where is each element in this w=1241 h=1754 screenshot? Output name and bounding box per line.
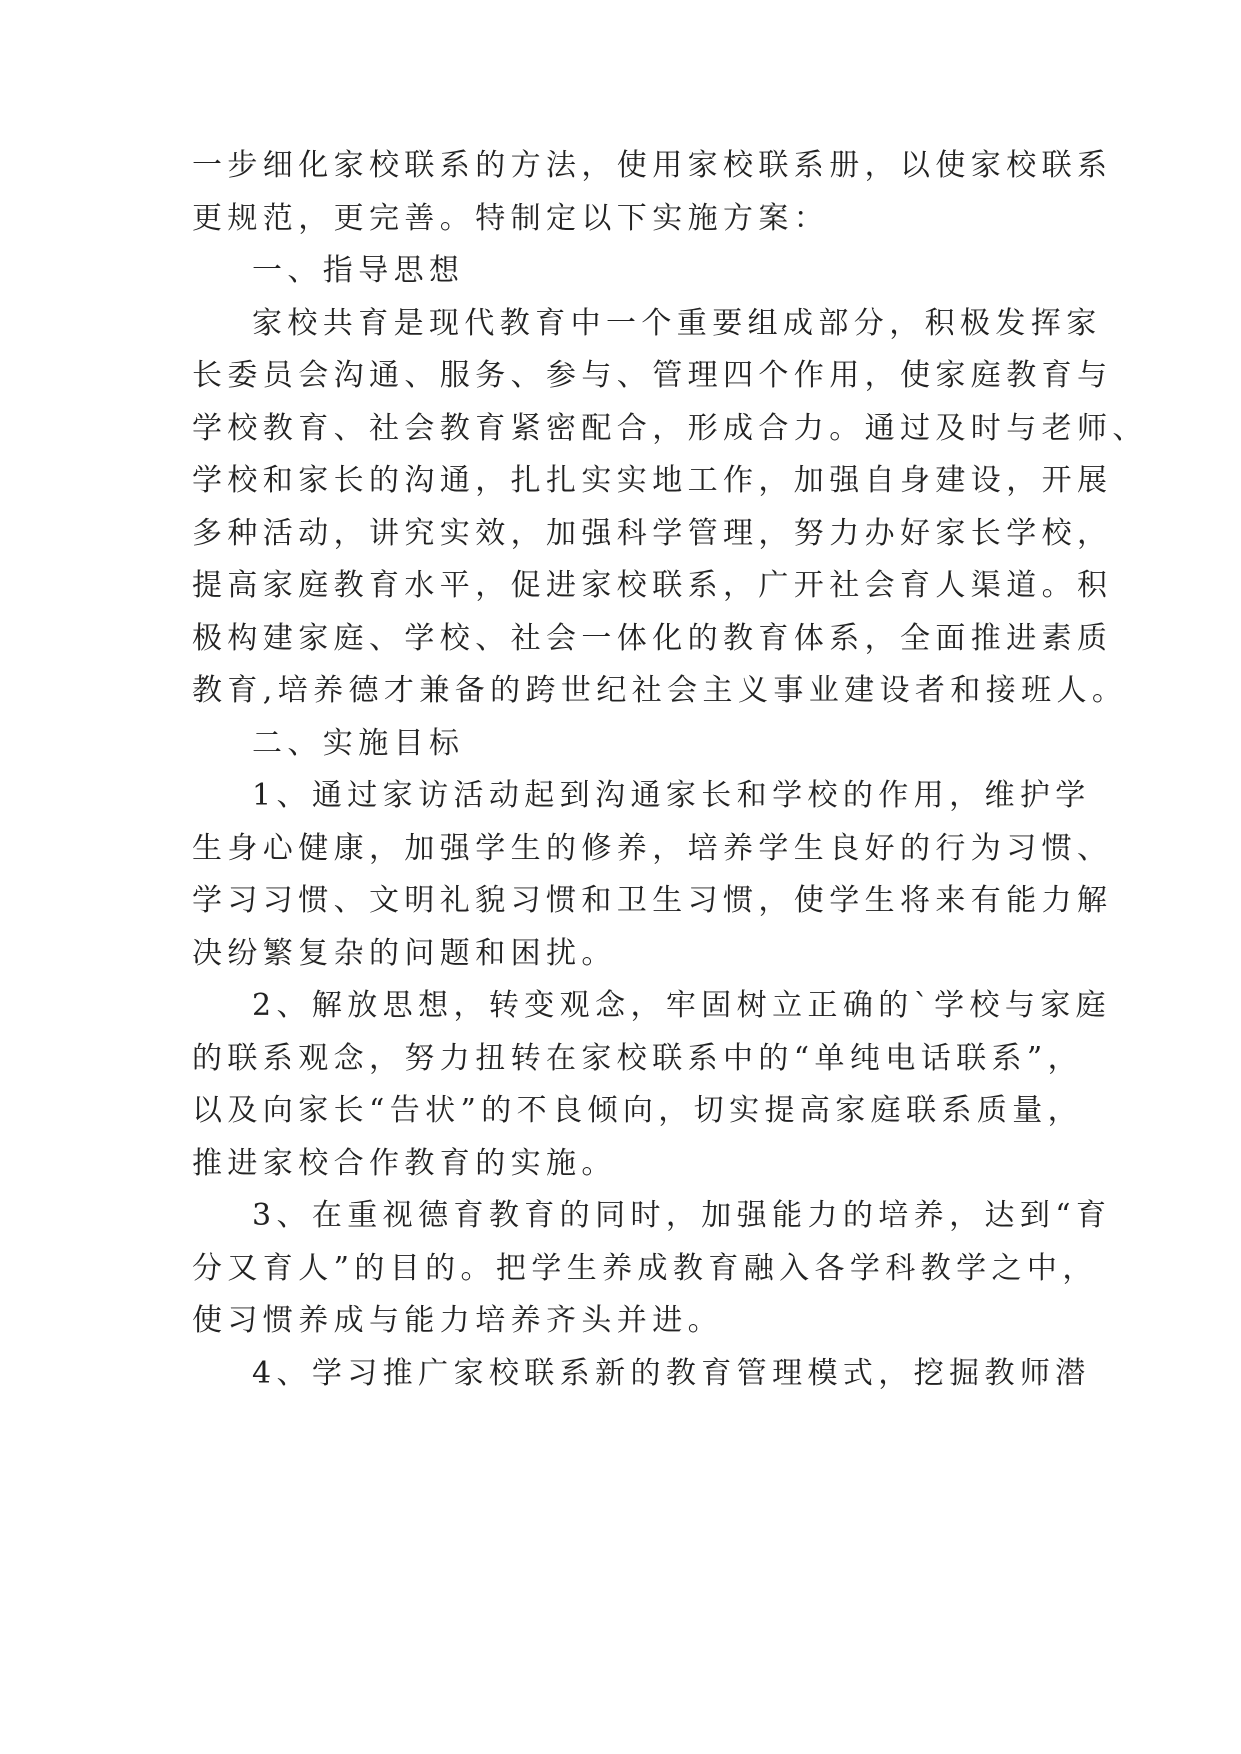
paragraph-line: 教育,培养德才兼备的跨世纪社会主义事业建设者和接班人。 xyxy=(192,673,1128,708)
paragraph-line: 学习习惯、文明礼貌习惯和卫生习惯，使学生将来有能力解 xyxy=(192,883,1113,918)
paragraph-line: 家校共育是现代教育中一个重要组成部分，积极发挥家 xyxy=(252,306,1102,341)
paragraph-line: 推进家校合作教育的实施。 xyxy=(192,1146,617,1181)
section-heading: 一、指导思想 xyxy=(252,253,465,288)
paragraph-line: 2、解放思想，转变观念，牢固树立正确的`学校与家庭 xyxy=(252,988,1112,1023)
paragraph-line: 提高家庭教育水平，促进家校联系，广开社会育人渠道。积 xyxy=(192,568,1113,603)
paragraph-line: 一步细化家校联系的方法，使用家校联系册，以使家校联系 xyxy=(192,148,1113,183)
paragraph-line: 4、学习推广家校联系新的教育管理模式，挖掘教师潜 xyxy=(252,1356,1091,1391)
paragraph-line: 更规范，更完善。特制定以下实施方案： xyxy=(192,201,830,236)
paragraph-line: 学校和家长的沟通，扎扎实实地工作，加强自身建设，开展 xyxy=(192,463,1113,498)
paragraph-line: 决纷繁复杂的问题和困扰。 xyxy=(192,936,617,971)
paragraph-line: 分又育人”的目的。把学生养成教育融入各学科教学之中， xyxy=(192,1251,1098,1286)
paragraph-line: 的联系观念，努力扭转在家校联系中的“单纯电话联系”， xyxy=(192,1041,1084,1076)
paragraph-line: 以及向家长“告状”的不良倾向，切实提高家庭联系质量， xyxy=(192,1093,1084,1128)
paragraph-line: 学校教育、社会教育紧密配合，形成合力。通过及时与老师、 xyxy=(192,411,1148,446)
paragraph-line: 生身心健康，加强学生的修养，培养学生良好的行为习惯、 xyxy=(192,831,1113,866)
section-heading: 二、实施目标 xyxy=(252,726,465,761)
paragraph-line: 3、在重视德育教育的同时，加强能力的培养，达到“育 xyxy=(252,1198,1112,1233)
paragraph-line: 1、通过家访活动起到沟通家长和学校的作用，维护学 xyxy=(252,778,1091,813)
paragraph-line: 多种活动，讲究实效，加强科学管理，努力办好家长学校， xyxy=(192,516,1113,551)
paragraph-line: 使习惯养成与能力培养齐头并进。 xyxy=(192,1303,723,1338)
paragraph-line: 极构建家庭、学校、社会一体化的教育体系，全面推进素质 xyxy=(192,621,1113,656)
paragraph-line: 长委员会沟通、服务、参与、管理四个作用，使家庭教育与 xyxy=(192,358,1113,393)
